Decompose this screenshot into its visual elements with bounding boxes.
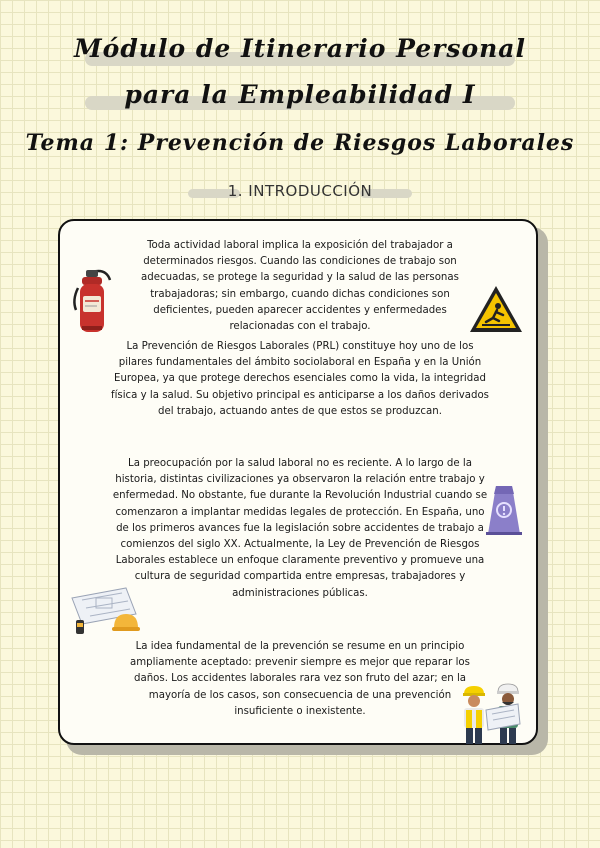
wet-floor-sign-icon <box>486 484 522 536</box>
paragraph-principle: La idea fundamental de la prevención se resume en un principio ampliamente aceptado: prevenir siempre es mejor que reparar los daños. Los accidentes laborales rara vez son fruto del azar; en la mayoría de los casos, son consecuencia de una prevención insuficiente o inexistente. <box>130 641 470 717</box>
page-title-line-1: Módulo de Itinerario Personal <box>73 34 527 63</box>
slip-warning-sign-icon <box>468 284 524 334</box>
page-subtitle: Tema 1: Prevención de Riesgos Laborales <box>25 130 575 156</box>
section-title: 1. INTRODUCCIÓN <box>227 182 373 200</box>
paragraph-intro: Toda actividad laboral implica la exposición del trabajador a determinados riesgos. Cuando las condiciones de trabajo son adecuadas, se protege la seguridad y la salud de las personas trabajadoras; sin embargo, cuando dichas condiciones son deficientes, pueden aparecer accidentes y enfermedades relacionadas con el trabajo. <box>141 240 459 333</box>
page-title-line-2: para la Empleabilidad I <box>124 80 476 109</box>
section-heading <box>0 180 600 206</box>
paragraph-history: La preocupación por la salud laboral no es reciente. A lo largo de la historia, distintas civilizaciones ya observaron la relación entre trabajo y enfermedad. No obstante, fue durante la Revolución Industrial cuando se comenzaron a implantar medidas legales de protección. En España, uno de los primeros avances fue la legislación sobre accidentes de trabajo a comienzos del siglo XX. Actualmente, la Ley de Prevención de Riesgos Laborales establece un enfoque claramente preventivo y promueve una cultura de seguridad compartida entre empresas, trabajadores y administraciones públicas. <box>112 458 488 599</box>
blueprint-helmet-icon <box>70 584 142 636</box>
construction-workers-icon <box>458 680 528 746</box>
paragraph-prl: La Prevención de Riesgos Laborales (PRL) constituye hoy uno de los pilares fundamentales del ámbito sociolaboral en España y en la Unión Europea, ya que protege derechos esenciales como la vida, la integridad física y la salud. Su objetivo principal es anticiparse a los daños derivados del trabajo, actuando antes de que estos se produzcan. <box>111 341 489 417</box>
fire-extinguisher-icon <box>70 266 114 336</box>
